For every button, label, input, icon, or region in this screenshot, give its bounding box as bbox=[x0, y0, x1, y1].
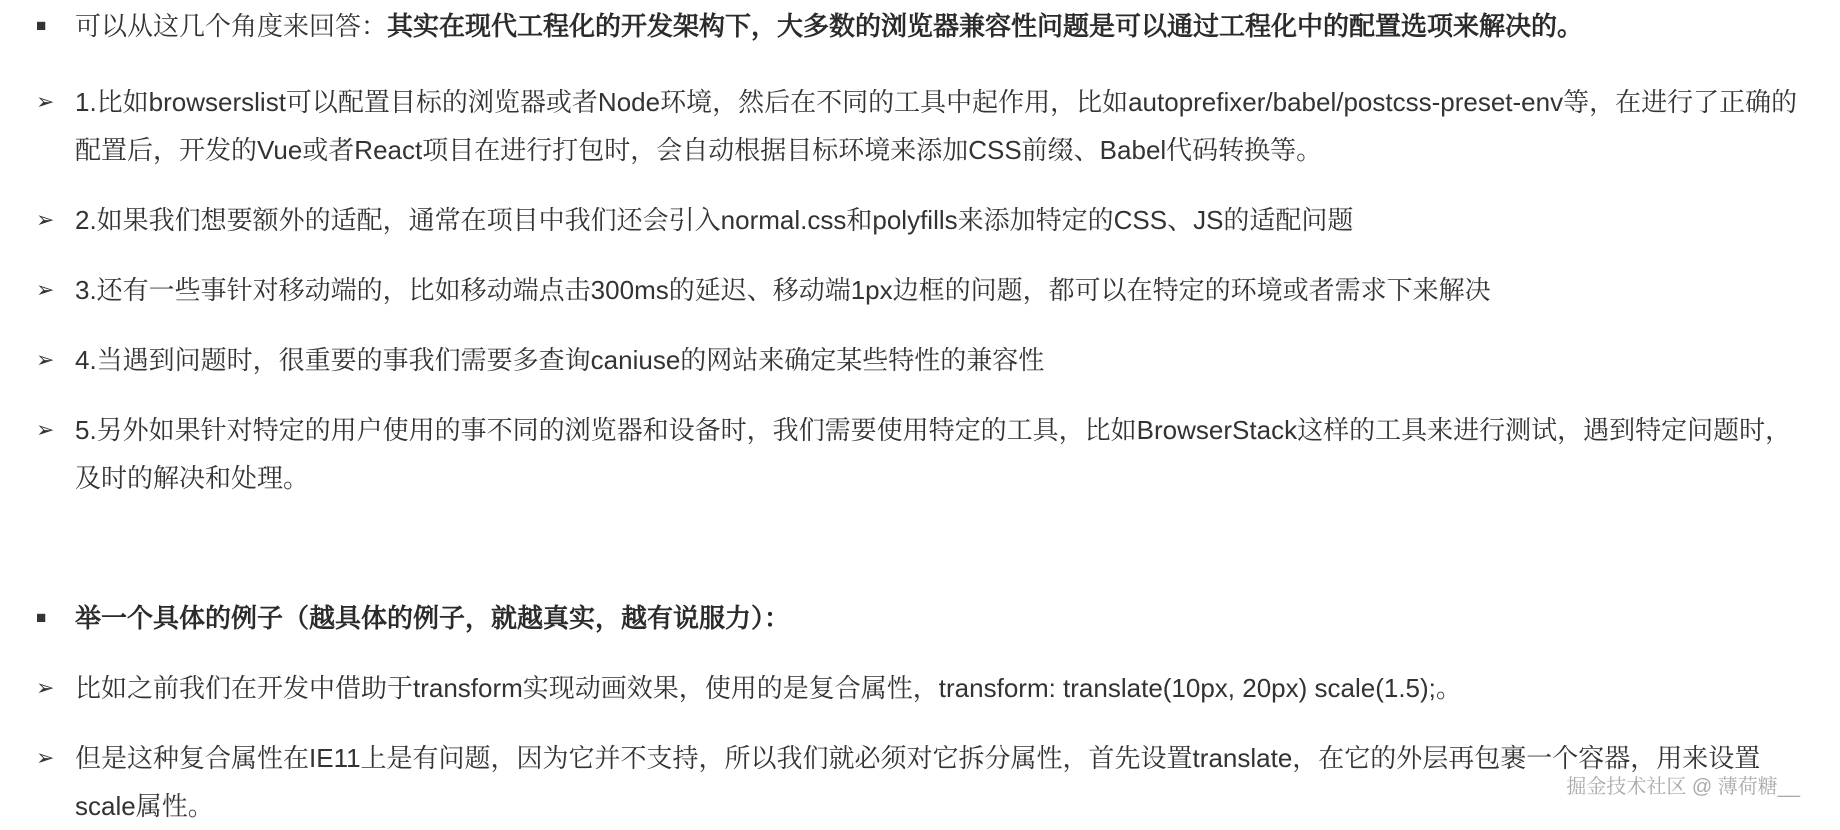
section-compatibility-answer bbox=[36, 2, 1802, 502]
arrow-bullet-icon: ➢ bbox=[36, 675, 55, 700]
list-item-text: 1.比如browserslist可以配置目标的浏览器或者Node环境，然后在不同的工具中起作用，比如autoprefixer/babel/postcss-preset-env等，在进行了正确的配置后，开发的Vue或者React项目在进行打包时，会自动根据目标环境来添加CSS前缀、Babel代码转换等。 bbox=[75, 87, 1798, 165]
watermark: 掘金技术社区 @ 薄荷糖__ bbox=[1566, 776, 1800, 798]
list-item bbox=[36, 336, 1802, 384]
list-item bbox=[36, 78, 1802, 174]
header-emphasis: 举一个具体的例子（越具体的例子，就越真实，越有说服力）： bbox=[75, 603, 791, 633]
list-item bbox=[36, 266, 1802, 314]
header-emphasis: 其实在现代工程化的开发架构下，大多数的浏览器兼容性问题是可以通过工程化中的配置选项来解决的。 bbox=[387, 11, 1584, 41]
square-bullet-icon: ■ bbox=[36, 16, 47, 35]
list-item-text: 比如之前我们在开发中借助于transform实现动画效果，使用的是复合属性，transform: translate(10px, 20px) scale(1.5);。 bbox=[75, 673, 1462, 703]
list-item-text: 3.还有一些事针对移动端的，比如移动端点击300ms的延迟、移动端1px边框的问题，都可以在特定的环境或者需求下来解决 bbox=[75, 275, 1491, 305]
list-item bbox=[36, 664, 1802, 712]
arrow-bullet-icon: ➢ bbox=[36, 89, 55, 114]
arrow-bullet-icon: ➢ bbox=[36, 207, 55, 232]
bullet-list bbox=[36, 664, 1802, 830]
bullet-list bbox=[36, 78, 1802, 502]
list-item bbox=[36, 734, 1802, 830]
list-item-text: 2.如果我们想要额外的适配，通常在项目中我们还会引入normal.css和polyfills来添加特定的CSS、JS的适配问题 bbox=[75, 205, 1354, 235]
list-item-text: 5.另外如果针对特定的用户使用的事不同的浏览器和设备时，我们需要使用特定的工具，比如BrowserStack这样的工具来进行测试，遇到特定问题时，及时的解决和处理。 bbox=[75, 415, 1792, 493]
list-item-text: 4.当遇到问题时，很重要的事我们需要多查询caniuse的网站来确定某些特性的兼容性 bbox=[75, 345, 1045, 375]
arrow-bullet-icon: ➢ bbox=[36, 417, 55, 442]
section-header bbox=[36, 2, 1802, 50]
arrow-bullet-icon: ➢ bbox=[36, 347, 55, 372]
header-prefix: 可以从这几个角度来回答： bbox=[75, 11, 388, 41]
list-item-text: 但是这种复合属性在IE11上是有问题，因为它并不支持，所以我们就必须对它拆分属性，首先设置translate，在它的外层再包裹一个容器，用来设置scale属性。 bbox=[75, 743, 1761, 821]
arrow-bullet-icon: ➢ bbox=[36, 745, 55, 770]
list-item bbox=[36, 406, 1802, 502]
section-header bbox=[36, 594, 1802, 642]
list-item bbox=[36, 196, 1802, 244]
section-header-text bbox=[75, 594, 1802, 642]
arrow-bullet-icon: ➢ bbox=[36, 277, 55, 302]
square-bullet-icon: ■ bbox=[36, 608, 47, 627]
section-header-text bbox=[75, 2, 1802, 50]
section-concrete-example bbox=[36, 594, 1802, 830]
